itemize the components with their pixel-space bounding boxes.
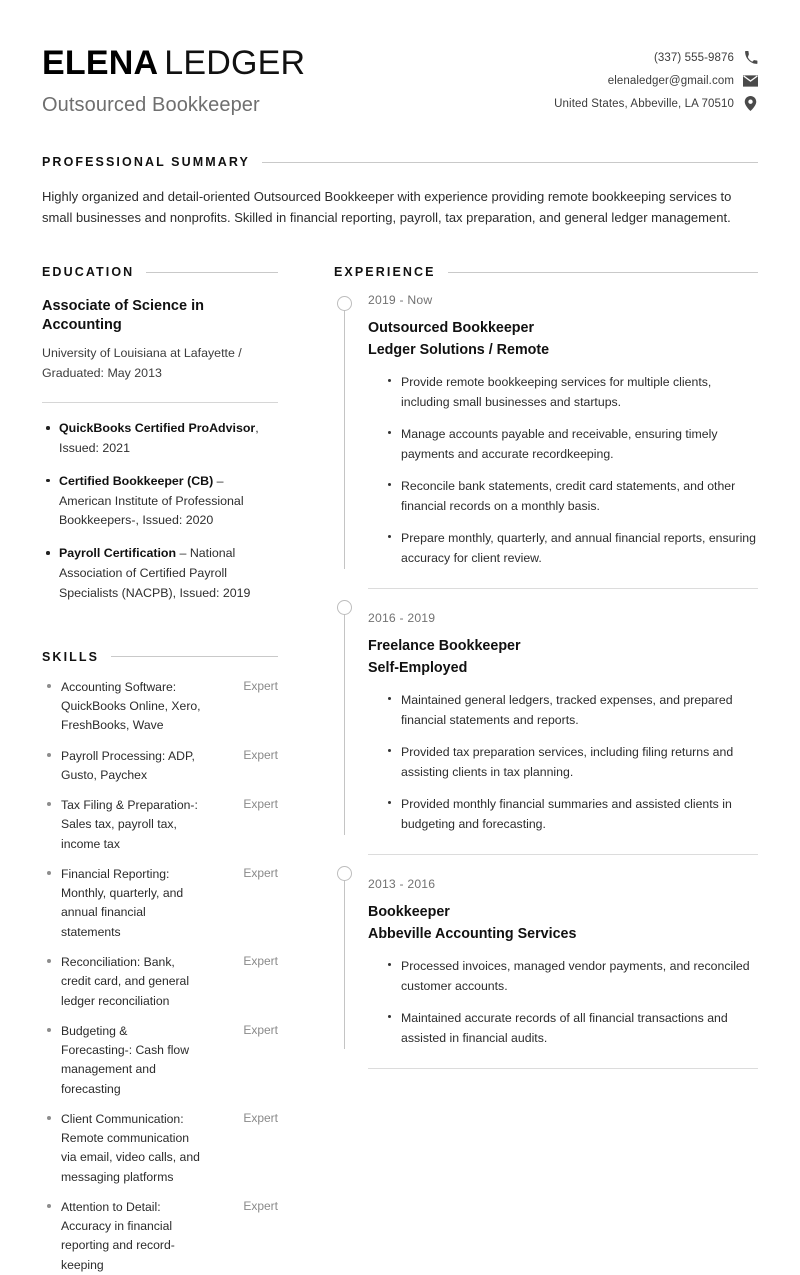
list-item: Maintained accurate records of all financial transactions and assisted in financial audits. [388,1008,758,1048]
experience-dates: 2019 - Now [368,293,433,308]
timeline-marker-icon [337,296,352,311]
skill-name: Accounting Software: QuickBooks Online, Xero, FreshBooks, Wave [61,679,201,733]
skill-level: Expert [243,865,278,880]
experience-heading [334,265,758,279]
education-section [42,265,278,604]
skills-heading [42,650,278,664]
experience-dates: 2016 - 2019 [368,611,436,626]
education-heading [42,265,278,279]
timeline-marker-icon [337,600,352,615]
certification-detail: , Issued: 2021 [59,421,259,455]
contact-email-text: elenaledger@gmail.com [607,74,734,87]
experience-role: Bookkeeper [368,904,450,921]
skill-level: Expert [243,953,278,968]
skill-name: Financial Reporting: Monthly, quarterly, and annual financial statements [61,866,184,939]
summary-section [42,155,758,228]
experience-item [334,855,758,1048]
certification-detail: – National Association of Certified Payroll Specialists (NACPB), Issued: 2019 [59,546,251,600]
skill-level: Expert [243,747,278,762]
list-item: Provide remote bookkeeping services for multiple clients, including small businesses and startups. [388,372,758,412]
envelope-icon [743,73,758,88]
skill-name: Attention to Detail: Accuracy in financial reporting and record-keeping [61,1199,175,1272]
skill-name: Reconciliation: Bank, credit card, and general ledger reconciliation [61,954,190,1008]
heading-rule [448,272,758,273]
job-title: Outsourced Bookkeeper [42,94,260,117]
skill-level: Expert [243,1110,278,1125]
heading-rule [111,656,278,657]
education-graduated: Graduated: May 2013 [42,365,162,380]
skill-list [42,678,278,1275]
timeline-stem [344,866,345,1049]
summary-heading [42,155,758,169]
experience-role: Outsourced Bookkeeper [368,320,535,337]
list-item [42,1022,278,1099]
education-heading-label: EDUCATION [42,265,135,280]
skill-level: Expert [243,1022,278,1037]
skill-name: Budgeting & Forecasting-: Cash flow management and forecasting [61,1023,190,1096]
content-columns [42,265,758,1275]
map-pin-icon [743,96,758,111]
resume-header [42,32,758,117]
list-item [42,678,278,736]
list-item [42,865,278,942]
experience-bullets [368,690,758,834]
education-school: University of Louisiana at Lafayette / [42,345,242,360]
timeline-stem [344,600,345,835]
right-column [334,265,758,1069]
certification-detail: – American Institute of Professional Bookkeepers-, Issued: 2020 [59,473,244,528]
list-item [42,472,278,532]
timeline-stem [344,296,345,569]
list-item [42,747,278,786]
education-degree: Associate of Science in Accounting [42,298,204,334]
contact-email[interactable] [608,73,758,88]
certification-name: Certified Bookkeeper (CB) [59,473,214,488]
experience-heading-label: EXPERIENCE [334,265,436,280]
list-item: Manage accounts payable and receivable, ensuring timely payments and accurate recordkeeping. [388,424,758,464]
list-item: Reconcile bank statements, credit card statements, and other financial records on a monthly basis. [388,476,758,516]
summary-text: Highly organized and detail-oriented Outsourced Bookkeeper with experience providing remote bookkeeping services to small businesses and nonprofits. Skilled in financial reporting, payroll, tax preparation, and general ledger management. [42,189,732,226]
summary-heading-label: PROFESSIONAL SUMMARY [42,155,250,170]
skill-level: Expert [243,678,278,693]
experience-role: Freelance Bookkeeper [368,638,521,655]
list-item [42,1110,278,1187]
list-item [42,419,278,459]
list-item: Maintained general ledgers, tracked expenses, and prepared financial statements and reports. [388,690,758,730]
experience-dates: 2013 - 2016 [368,877,436,892]
skill-name: Payroll Processing: ADP, Gusto, Paychex [61,748,195,782]
list-item: Provided monthly financial summaries and assisted clients in budgeting and forecasting. [388,794,758,834]
skill-name: Client Communication: Remote communication via email, video calls, and messaging platforms [61,1111,200,1184]
certification-name: Payroll Certification [59,546,177,561]
list-item [42,796,278,854]
education-meta [42,343,278,383]
skill-level: Expert [243,1198,278,1213]
list-item: Prepare monthly, quarterly, and annual financial reports, ensuring accuracy for client review. [388,528,758,568]
left-column [42,265,278,1275]
list-item: Provided tax preparation services, including filing returns and assisting clients in tax planning. [388,742,758,782]
list-item [42,953,278,1011]
experience-company: Self-Employed [368,660,468,676]
experience-company: Ledger Solutions / Remote [368,342,550,359]
first-name: ELENA [42,44,159,82]
skill-name: Tax Filing & Preparation-: Sales tax, payroll tax, income tax [61,798,198,851]
full-name [42,44,305,82]
contact-phone[interactable] [654,50,758,65]
skills-heading-label: SKILLS [42,649,100,664]
experience-bullets [368,372,758,568]
certification-name: QuickBooks Certified ProAdvisor [59,421,256,436]
contact-location-text: United States, Abbeville, LA 70510 [554,97,734,110]
experience-item [334,285,758,568]
certification-list [42,419,278,604]
timeline-marker-icon [337,866,352,881]
list-item [42,1198,278,1275]
skills-section [42,650,278,1275]
list-item: Processed invoices, managed vendor payments, and reconciled customer accounts. [388,956,758,996]
education-divider [42,402,278,403]
list-item [42,544,278,604]
last-name: LEDGER [164,44,306,82]
experience-bullets [368,956,758,1048]
phone-icon [743,50,758,65]
experience-item [334,589,758,834]
heading-rule [262,162,758,163]
heading-rule [146,272,278,273]
experience-divider [368,1068,758,1069]
experience-company: Abbeville Accounting Services [368,925,577,942]
skill-level: Expert [243,797,278,812]
contact-block [554,40,758,111]
contact-phone-text: (337) 555-9876 [653,51,734,64]
name-block [42,40,305,117]
experience-list [334,285,758,1069]
contact-location[interactable] [554,96,758,111]
